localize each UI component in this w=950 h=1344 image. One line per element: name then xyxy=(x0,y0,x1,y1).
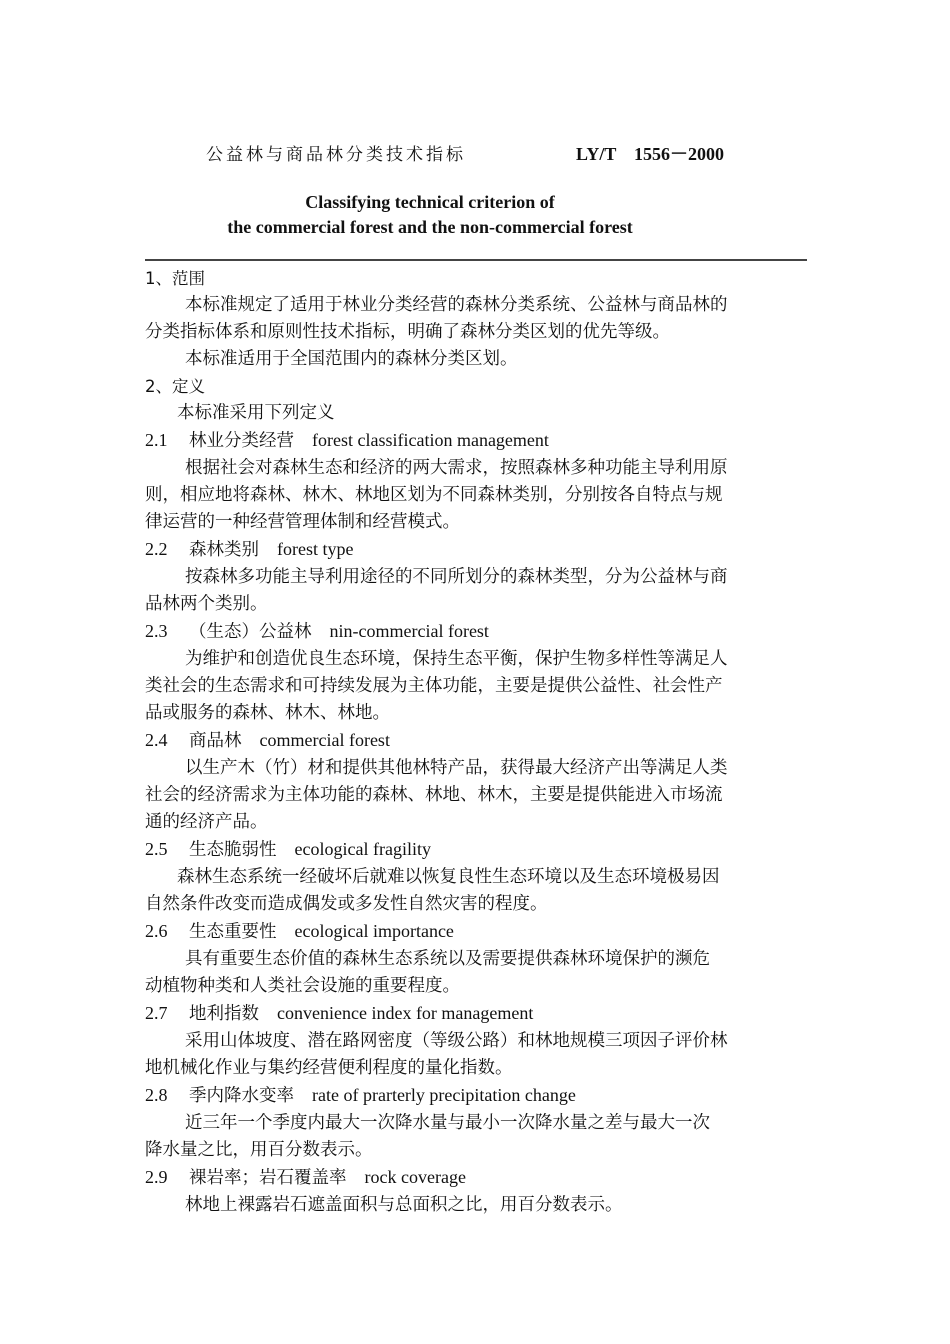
definition-term-english: forest classification management xyxy=(312,430,549,450)
paragraph-line: 分类指标体系和原则性技术指标，明确了森林分类区划的优先等级。 xyxy=(145,322,670,342)
definition-text-line: 森林生态系统一经破坏后就难以恢复良性生态环境以及生态环境极易因 xyxy=(177,867,720,887)
definition-text-line: 社会的经济需求为主体功能的森林、林地、林木，主要是提供能进入市场流 xyxy=(145,785,723,805)
definition-text-line: 以生产木（竹）材和提供其他林特产品，获得最大经济产出等满足人类 xyxy=(185,758,728,778)
definition-text-line: 根据社会对森林生态和经济的两大需求，按照森林多种功能主导利用原 xyxy=(185,458,728,478)
section-heading-definitions: 2、定义 xyxy=(145,377,205,396)
definitions-intro: 本标准采用下列定义 xyxy=(177,403,335,423)
definition-term xyxy=(145,1000,807,1028)
definition-text-line: 类社会的生态需求和可持续发展为主体功能，主要是提供公益性、社会性产 xyxy=(145,676,723,696)
definitions-list xyxy=(145,427,807,1219)
definition-term-english: rock coverage xyxy=(364,1167,466,1187)
title-english-line-2: the commercial forest and the non-commercial forest xyxy=(227,217,633,237)
definition-number: 2.1 xyxy=(145,430,168,450)
definition-term-chinese: 季内降水变率 xyxy=(189,1086,294,1106)
definition-term-chinese: 裸岩率；岩石覆盖率 xyxy=(189,1168,347,1188)
definition-text-line: 则，相应地将森林、林木、林地区划为不同森林类别，分别按各自特点与规 xyxy=(145,485,723,505)
definition-term-english: commercial forest xyxy=(259,730,390,750)
definition-text-line: 为维护和创造优良生态环境，保持生态平衡，保护生物多样性等满足人 xyxy=(185,649,728,669)
definition-term xyxy=(145,427,807,455)
definition-term-english: forest type xyxy=(277,539,354,559)
definition-text-line: 按森林多功能主导利用途径的不同所划分的森林类型，分为公益林与商 xyxy=(185,567,728,587)
definition-term-english: nin-commercial forest xyxy=(329,621,489,641)
definition-term-chinese: 生态重要性 xyxy=(189,922,277,942)
section-heading-scope: 1、范围 xyxy=(145,269,205,288)
definition-number: 2.4 xyxy=(145,730,168,750)
definition-text-line: 地机械化作业与集约经营便利程度的量化指数。 xyxy=(145,1058,513,1078)
paragraph-line: 本标准适用于全国范围内的森林分类区划。 xyxy=(185,349,518,369)
header-divider xyxy=(145,259,807,261)
definition-number: 2.9 xyxy=(145,1167,168,1187)
document-header xyxy=(206,140,830,165)
title-english-line-1: Classifying technical criterion of xyxy=(305,192,555,212)
definition-number: 2.5 xyxy=(145,839,168,859)
definition-term-english: rate of prarterly precipitation change xyxy=(312,1085,576,1105)
definition-term xyxy=(145,536,807,564)
definition-term-chinese: （生态）公益林 xyxy=(189,622,312,642)
definition-term xyxy=(145,727,807,755)
definition-text-line: 降水量之比，用百分数表示。 xyxy=(145,1140,373,1160)
definition-term-chinese: 商品林 xyxy=(189,731,242,751)
definition-text-line: 林地上裸露岩石遮盖面积与总面积之比，用百分数表示。 xyxy=(185,1195,623,1215)
title-chinese: 公益林与商品林分类技术指标 xyxy=(206,145,466,165)
definition-number: 2.6 xyxy=(145,921,168,941)
definition-term-chinese: 林业分类经营 xyxy=(189,431,294,451)
definition-term xyxy=(145,1164,807,1192)
title-english xyxy=(145,190,715,240)
paragraph-line: 本标准规定了适用于林业分类经营的森林分类系统、公益林与商品林的 xyxy=(185,295,728,315)
definition-term-english: ecological fragility xyxy=(294,839,431,859)
definition-term-english: ecological importance xyxy=(294,921,454,941)
definition-text-line: 动植物种类和人类社会设施的重要程度。 xyxy=(145,976,460,996)
definition-number: 2.3 xyxy=(145,621,168,641)
definition-number: 2.8 xyxy=(145,1085,168,1105)
definition-text-line: 自然条件改变而造成偶发或多发性自然灾害的程度。 xyxy=(145,894,548,914)
document-body xyxy=(145,265,807,1219)
definition-term-chinese: 地利指数 xyxy=(189,1004,259,1024)
definition-term-english: convenience index for management xyxy=(277,1003,534,1023)
definition-number: 2.7 xyxy=(145,1003,168,1023)
definition-term-chinese: 森林类别 xyxy=(189,540,259,560)
standard-number: LY/T 1556－2000 xyxy=(576,144,725,164)
definition-text-line: 具有重要生态价值的森林生态系统以及需要提供森林环境保护的濒危 xyxy=(185,949,710,969)
definition-text-line: 品林两个类别。 xyxy=(145,594,268,614)
definition-text-line: 近三年一个季度内最大一次降水量与最小一次降水量之差与最大一次 xyxy=(185,1113,710,1133)
definition-text-line: 品或服务的森林、林木、林地。 xyxy=(145,703,390,723)
definition-term xyxy=(145,836,807,864)
definition-text-line: 律运营的一种经营管理体制和经营模式。 xyxy=(145,512,460,532)
definition-term xyxy=(145,1082,807,1110)
definition-text-line: 通的经济产品。 xyxy=(145,812,268,832)
definition-term xyxy=(145,918,807,946)
definition-text-line: 采用山体坡度、潜在路网密度（等级公路）和林地规模三项因子评价林 xyxy=(185,1031,728,1051)
definition-number: 2.2 xyxy=(145,539,168,559)
definition-term-chinese: 生态脆弱性 xyxy=(189,840,277,860)
definition-term xyxy=(145,618,807,646)
